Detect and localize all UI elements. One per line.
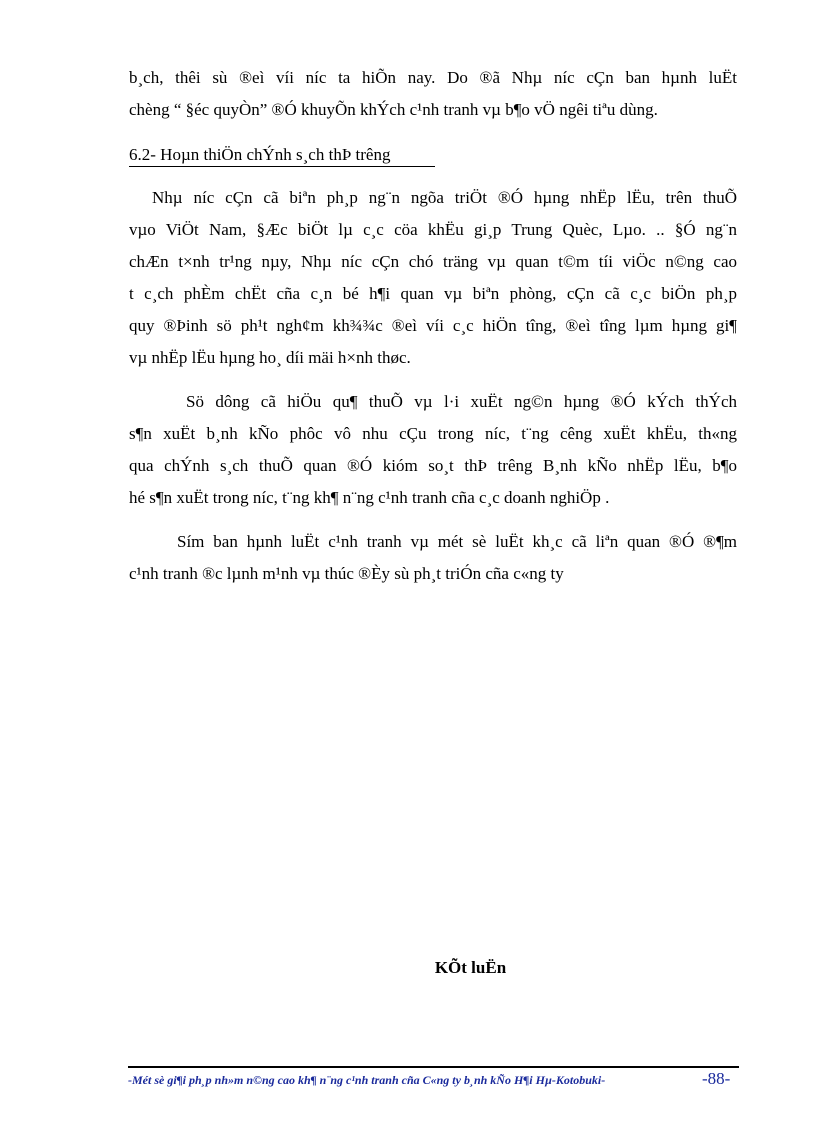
paragraph-1-line-2: vµo ViÖt Nam, §Æc biÖt lµ c¸c cöa khËu gi¸p Trung Quèc, Lµo. .. §Ó ng¨n (129, 220, 737, 239)
intro-line-1-text: b¸ch, thêi sù ®eì víi níc ta hiÕn nay. Do ®ã Nhµ níc cÇn ban hµnh luËt (129, 68, 737, 87)
paragraph-2-line-3: qua chÝnh s¸ch thuÕ quan ®Ó kióm so¸t thÞ trêng B¸nh kÑo nhËp lËu, b¶o (129, 456, 737, 475)
page-number: -88- (702, 1069, 731, 1088)
paragraph-2-line-2: s¶n xuËt b¸nh kÑo phôc vô nhu cÇu trong níc, t¨ng cêng xuËt khËu, th«ng (129, 424, 737, 443)
intro-line-2: chèng “ §éc quyÒn” ®Ó khuyÕn khÝch c¹nh tranh vµ b¶o vÖ ngêi tiªu dùng. (129, 100, 658, 119)
paragraph-1-line-5: quy ®Þinh sö ph¹t ngh¢m kh¾¾c ®eì víi c¸c hiÖn tîng, ®eì tîng lµm hµng gi¶ (129, 316, 737, 335)
intro-line-1 (129, 68, 737, 88)
paragraph-1-line-6: vµ nhËp lËu hµng ho¸ díi mäi h×nh thøc. (129, 348, 411, 367)
paragraph-2-line-4: hé s¶n xuËt trong níc, t¨ng kh¶ n¨ng c¹nh tranh cña c¸c doanh nghiÖp . (129, 488, 610, 507)
footer-divider (128, 1066, 739, 1068)
section-heading: 6.2- Hoµn thiÖn chÝnh s¸ch thÞ trêng (129, 145, 435, 167)
paragraph-3-line-2: c¹nh tranh ®c lµnh m¹nh vµ thúc ®Èy sù ph¸t triÓn cña c«ng ty (129, 564, 564, 583)
paragraph-3-line-1: Sím ban hµnh luËt c¹nh tranh vµ mét sè luËt kh¸c cã liªn quan ®Ó ®¶m (177, 532, 737, 551)
paragraph-1-line-4: t c¸ch phÈm chËt cña c¸n bé h¶i quan vµ biªn phòng, cÇn cã c¸c biÖn ph¸p (129, 284, 737, 303)
paragraph-1-line-1: Nhµ níc cÇn cã biªn ph¸p ng¨n ngõa triÖt ®Ó hµng nhËp lËu, trên thuÕ (152, 188, 737, 207)
paragraph-1-line-3: chÆn t×nh tr¹ng nµy, Nhµ níc cÇn chó träng vµ quan t©m tíi viÖc n©ng cao (129, 252, 737, 271)
footer-running-title: -Mét sè gi¶i ph¸p nh»m n©ng cao kh¶ n¨ng c¹nh tranh cña C«ng ty b¸nh kÑo H¶i Hµ-Kotobuki- (128, 1073, 606, 1087)
conclusion-title: KÕt luËn (434, 958, 507, 977)
paragraph-2-line-1: Sö dông cã hiÖu qu¶ thuÕ vµ l·i xuËt ng©n hµng ®Ó kÝch thÝch (186, 392, 737, 411)
